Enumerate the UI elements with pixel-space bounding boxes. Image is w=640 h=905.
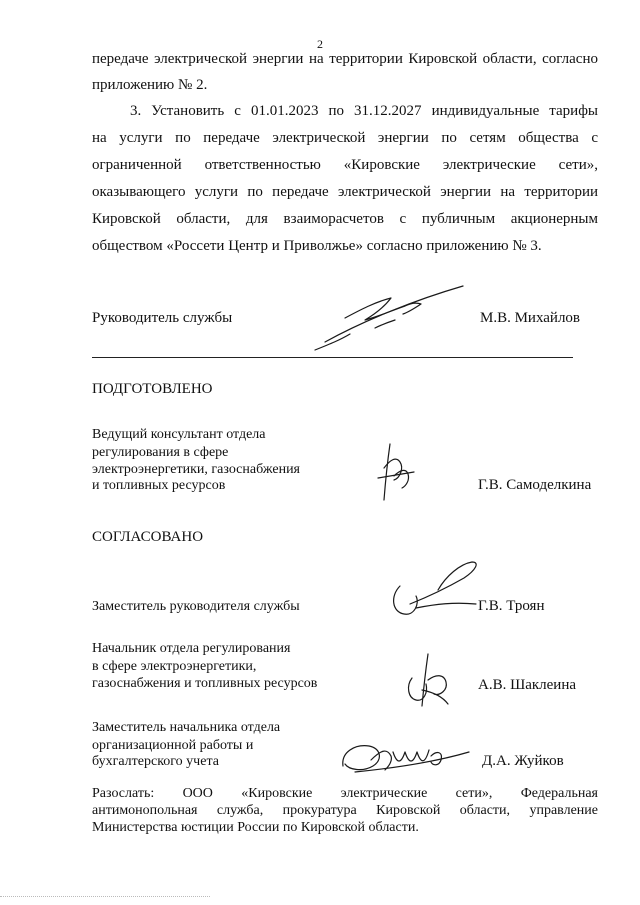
signer2-signature	[398, 650, 458, 712]
separator-line	[92, 357, 573, 358]
signer1-signature	[380, 556, 490, 626]
item3-line-5: Кировской области, для взаиморасчетов с публичным акционерным	[92, 211, 598, 227]
head-name: М.В. Михайлов	[480, 310, 581, 326]
prepared-position-line-2: регулирования в сфере	[92, 445, 229, 460]
page-number: 2	[317, 37, 323, 51]
agreed-heading: СОГЛАСОВАНО	[92, 529, 204, 545]
signer1-position-line-1: Заместитель руководителя службы	[92, 599, 300, 614]
signer3-position-line-3: бухгалтерского учета	[92, 754, 219, 769]
prepared-name: Г.В. Самоделкина	[478, 477, 592, 493]
signer2-name: А.В. Шаклеина	[478, 677, 577, 693]
signer3-name: Д.А. Жуйков	[482, 753, 564, 769]
item3-line-1: 3. Установить с 01.01.2023 по 31.12.2027 индивидуальные тарифы	[130, 103, 598, 119]
distribution-line-2: антимонопольная служба, прокуратура Кировской области, управление	[92, 803, 598, 818]
prepared-heading: ПОДГОТОВЛЕНО	[92, 381, 213, 397]
head-signature	[305, 280, 475, 355]
distribution-line-1: Разослать: ООО «Кировские электрические сети», Федеральная	[92, 786, 598, 801]
continuation-line-2: приложению № 2.	[92, 77, 208, 93]
prepared-position-line-1: Ведущий консультант отдела	[92, 427, 266, 442]
distribution-line-3: Министерства юстиции России по Кировской области.	[92, 820, 419, 835]
item3-line-2: на услуги по передаче электрической энергии по сетям общества с	[92, 130, 598, 146]
signer2-position-line-1: Начальник отдела регулирования	[92, 641, 291, 656]
signer3-position-line-2: организационной работы и	[92, 738, 254, 753]
bottom-scan-edge	[0, 896, 210, 897]
signer2-position-line-2: в сфере электроэнергетики,	[92, 659, 257, 674]
item3-line-4: оказывающего услуги по передаче электрической энергии на территории	[92, 184, 598, 200]
signer3-signature	[335, 734, 475, 780]
prepared-signature	[370, 438, 420, 506]
prepared-position-line-4: и топливных ресурсов	[92, 478, 226, 493]
item3-line-3: ограниченной ответственностью «Кировские электрические сети»,	[92, 157, 598, 173]
signer3-position-line-1: Заместитель начальника отдела	[92, 720, 281, 735]
prepared-position-line-3: электроэнергетики, газоснабжения	[92, 462, 300, 477]
signer2-position-line-3: газоснабжения и топливных ресурсов	[92, 676, 318, 691]
item3-line-6: обществом «Россети Центр и Приволжье» согласно приложению № 3.	[92, 238, 542, 254]
signer1-name: Г.В. Троян	[478, 598, 545, 614]
head-position: Руководитель службы	[92, 310, 233, 326]
continuation-line-1: передаче электрической энергии на территории Кировской области, согласно	[92, 51, 598, 67]
